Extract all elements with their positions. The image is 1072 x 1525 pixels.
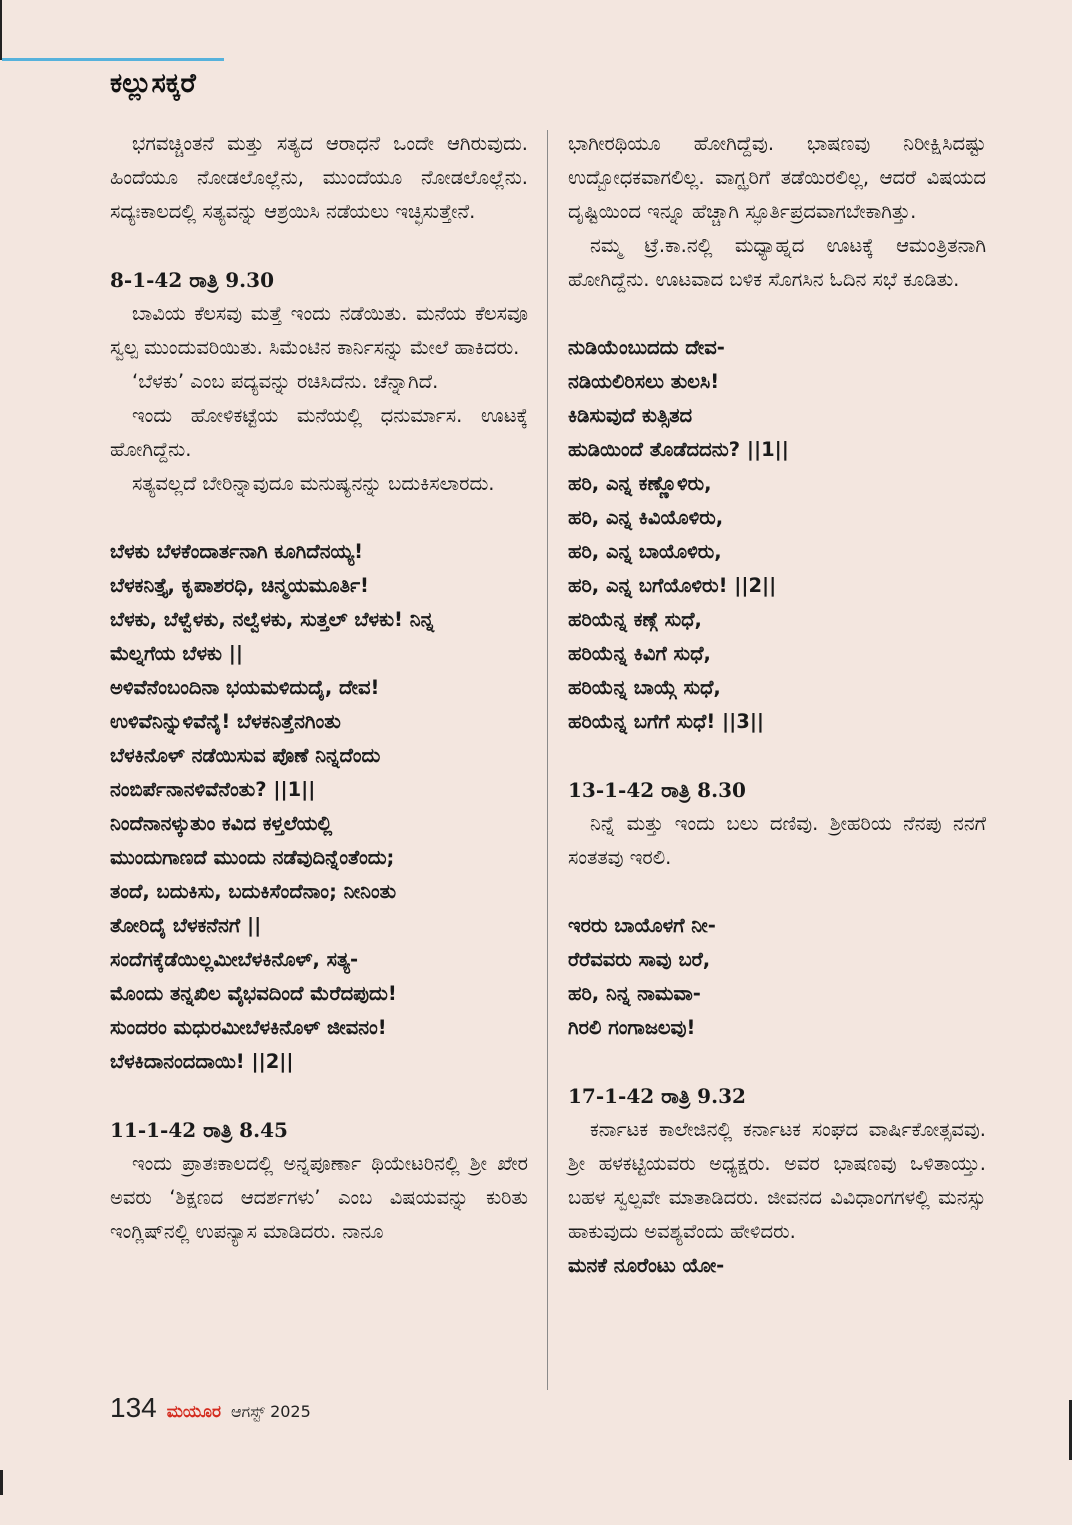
page-number: 134 — [110, 1392, 157, 1423]
poem-irarubayolage — [568, 909, 986, 1045]
diary-date: 13-1-42 ರಾತ್ರಿ 8.30 — [568, 778, 746, 802]
verse-line: ನಡಿಯಲಿರಿಸಲು ತುಲಸಿ! — [568, 370, 720, 393]
diary-date: 11-1-42 ರಾತ್ರಿ 8.45 — [110, 1118, 288, 1142]
verse-line: ಹರಿಯೆನ್ನ ಬಗೆಗೆ ಸುಧೆ! ||3|| — [568, 710, 765, 733]
verse-line: ಬೆಳಕಿದಾನಂದದಾಯಿ! ||2|| — [110, 1050, 294, 1073]
verse-line: ಸುಂದರಂ ಮಧುರಮೀಬೆಳಕಿನೊಳ್ ಜೀವನಂ! — [110, 1016, 387, 1039]
verse-line: ಬೆಳಕನಿತ್ತೈ, ಕೃಪಾಶರಧಿ, ಚಿನ್ಮಯಮೂರ್ತಿ! — [110, 574, 369, 597]
verse-line: ಮೊಂದು ತನ್ನಖಿಲ ವೈಭವದಿಂದೆ ಮೆರೆದಪುದು! — [110, 982, 397, 1005]
paragraph: ನಮ್ಮ ಟ್ರೆ.ಕಾ.ನಲ್ಲಿ ಮಧ್ಯಾಹ್ನದ ಊಟಕ್ಕೆ ಆಮಂತ್ರಿತನಾಗಿ ಹೋಗಿದ್ದೆನು. ಊಟವಾದ ಬಳಿಕ ಸೊಗಸಿನ ಓದಿನ ಸಭೆ ಕೂಡಿತು. — [568, 234, 986, 291]
column-divider — [547, 130, 548, 1390]
right-column — [568, 127, 986, 1283]
diary-date: 17-1-42 ರಾತ್ರಿ 9.32 — [568, 1084, 746, 1108]
verse-line: ಕಿಡಿಸುವುದೆ ಕುತ್ಸಿತದ — [568, 404, 693, 427]
verse-line: ಇರರು ಬಾಯೊಳಗೆ ನೀ- — [568, 914, 716, 937]
crop-mark-left — [0, 1470, 3, 1495]
verse-line: ತೋರಿದೈ ಬೆಳಕನೆನಗೆ || — [110, 914, 262, 937]
verse-line: ಸಂದೆಗಕ್ಕೆಡೆಯಿಲ್ಲಮೀಬೆಳಕಿನೊಳ್, ಸತ್ಯ- — [110, 948, 359, 971]
section-title: ಕಲ್ಲುಸಕ್ಕರೆ — [110, 68, 196, 99]
verse-line: ಬೆಳಕು, ಬೆಳ್ವೆಳಕು, ನಲ್ವೆಳಕು, ಸುತ್ತಲ್ ಬೆಳಕು! ನಿನ್ನ — [110, 608, 435, 631]
verse-line: ಅಳಿವೆನೆಂಬಂದಿನಾ ಭಯಮಳಿದುದೈ, ದೇವ! — [110, 676, 380, 699]
verse-line: ಹರಿ, ನಿನ್ನ ನಾಮವಾ- — [568, 982, 701, 1005]
poem-belaku — [110, 535, 528, 1079]
verse-line: ಗಿರಲಿ ಗಂಗಾಜಲವು! — [568, 1016, 696, 1039]
verse-line: ಹರಿ, ಎನ್ನ ಕಿವಿಯೊಳಿರು, — [568, 506, 724, 529]
paragraph: ಇಂದು ಹೋಳಿಕಟ್ಟೆಯ ಮನೆಯಲ್ಲಿ ಧನುರ್ಮಾಸ. ಊಟಕ್ಕೆ ಹೋಗಿದ್ದೆನು. — [110, 404, 528, 461]
verse-line: ಹರಿಯೆನ್ನ ಕಿವಿಗೆ ಸುಧೆ, — [568, 642, 711, 665]
verse-line: ಮುಂದುಗಾಣದೆ ಮುಂದು ನಡೆವುದಿನ್ನೆಂತೆಂದು; — [110, 846, 395, 869]
paragraph: ನಿನ್ನೆ ಮತ್ತು ಇಂದು ಬಲು ದಣಿವು. ಶ್ರೀಹರಿಯ ನೆನಪು ನನಗೆ ಸಂತತವು ಇರಲಿ. — [568, 812, 986, 869]
verse-line: ನಂಬಿರ್ಪೆನಾನಳಿವೆನೆಂತು? ||1|| — [110, 778, 316, 801]
paragraph: ಭಗವಚ್ಚಿಂತನೆ ಮತ್ತು ಸತ್ಯದ ಆರಾಧನೆ ಒಂದೇ ಆಗಿರುವುದು. ಹಿಂದೆಯೂ ನೋಡಲೊಲ್ಲೆನು, ಮುಂದೆಯೂ ನೋಡಲೊಲ್ಲೆನು. ಸದ್ಯಃಕಾಲದಲ್ಲಿ ಸತ್ಯವನ್ನು ಆಶ್ರಯಿಸಿ ನಡೆಯಲು ಇಚ್ಛಿಸುತ್ತೇನೆ. — [110, 132, 528, 223]
verse-line: ಬೆಳಕಿನೊಳ್ ನಡೆಯಿಸುವ ಪೊಣೆ ನಿನ್ನದೆಂದು — [110, 744, 381, 767]
diary-date: 8-1-42 ರಾತ್ರಿ 9.30 — [110, 268, 274, 292]
paragraph: ‘ಬೆಳಕು’ ಎಂಬ ಪದ್ಯವನ್ನು ರಚಿಸಿದೆನು. ಚೆನ್ನಾಗಿದೆ. — [132, 370, 439, 393]
verse-line: ಮನಕೆ ನೂರೆಂಟು ಯೋ- — [568, 1254, 725, 1277]
poem-manake — [568, 1249, 986, 1283]
section-title-bar — [2, 58, 224, 61]
paragraph: ಬಾವಿಯ ಕೆಲಸವು ಮತ್ತೆ ಇಂದು ನಡೆಯಿತು. ಮನೆಯ ಕೆಲಸವೂ ಸ್ವಲ್ಪ ಮುಂದುವರಿಯಿತು. ಸಿಮೆಂಟಿನ ಕಾರ್ನಿಸನ್ನು ಮೇಲೆ ಹಾಕಿದರು. — [110, 302, 528, 359]
verse-line: ಉಳಿವೆನಿನ್ನುಳಿವೆನೈ! ಬೆಳಕನಿತ್ತೆನಗಿಂತು — [110, 710, 341, 733]
verse-line: ಹರಿಯೆನ್ನ ಕಣ್ಗೆ ಸುಧೆ, — [568, 608, 702, 631]
verse-line: ತಂದೆ, ಬದುಕಿಸು, ಬದುಕಿಸೆಂದೆನಾಂ; ನೀನಿಂತು — [110, 880, 397, 903]
verse-line: ಹರಿಯೆನ್ನ ಬಾಯ್ಗೆ ಸುಧೆ, — [568, 676, 721, 699]
paragraph: ಇಂದು ಪ್ರಾತಃಕಾಲದಲ್ಲಿ ಅನ್ನಪೂರ್ಣಾ ಥಿಯೇಟರಿನಲ್ಲಿ ಶ್ರೀ ಖೇರ ಅವರು ‘ಶಿಕ್ಷಣದ ಆದರ್ಶಗಳು’ ಎಂಬ ವಿಷಯವನ್ನು ಕುರಿತು ಇಂಗ್ಲಿಷ್‌ನಲ್ಲಿ ಉಪನ್ಯಾಸ ಮಾಡಿದರು. ನಾನೂ — [110, 1152, 528, 1243]
paragraph: ಕರ್ನಾಟಕ ಕಾಲೇಜಿನಲ್ಲಿ ಕರ್ನಾಟಕ ಸಂಘದ ವಾರ್ಷಿಕೋತ್ಸವವು. ಶ್ರೀ ಹಳಕಟ್ಟಿಯವರು ಅಧ್ಯಕ್ಷರು. ಅವರ ಭಾಷಣವು ಒಳಿತಾಯ್ತು. ಬಹಳ ಸ್ವಲ್ಪವೇ ಮಾತಾಡಿದರು. ಜೀವನದ ವಿವಿಧಾಂಗಗಳಲ್ಲಿ ಮನಸ್ಸು ಹಾಕುವುದು ಅವಶ್ಯವೆಂದು ಹೇಳಿದರು. — [568, 1118, 986, 1243]
crop-mark-top-left — [0, 0, 2, 60]
page-footer — [110, 1392, 311, 1424]
issue-date: ಆಗಸ್ಟ್ 2025 — [230, 1402, 311, 1421]
verse-line: ಹರಿ, ಎನ್ನ ಬಾಯೊಳಿರು, — [568, 540, 722, 563]
verse-line: ನಿಂದೆನಾನಳ್ಕುತುಂ ಕವಿದ ಕಳ್ತಲೆಯಲ್ಲಿ — [110, 812, 333, 835]
verse-line: ಹರಿ, ಎನ್ನ ಬಗೆಯೊಳಿರು! ||2|| — [568, 574, 777, 597]
magazine-logo: ಮಯೂರ — [166, 1402, 221, 1422]
poem-nudi — [568, 331, 986, 739]
verse-line: ರೆರೆವವರು ಸಾವು ಬರೆ, — [568, 948, 711, 971]
verse-line: ಹರಿ, ಎನ್ನ ಕಣ್ಣೊಳಿರು, — [568, 472, 712, 495]
verse-line: ನುಡಿಯೆಂಬುದದು ದೇವ- — [568, 336, 725, 359]
verse-line: ಬೆಳಕು ಬೆಳಕೆಂದಾರ್ತನಾಗಿ ಕೂಗಿದೆನಯ್ಯ! — [110, 540, 363, 563]
verse-line: ಹುಡಿಯಿಂದೆ ತೊಡೆದದನು? ||1|| — [568, 438, 789, 461]
left-column — [110, 127, 528, 1249]
paragraph: ಭಾಗೀರಥಿಯೂ ಹೋಗಿದ್ದೆವು. ಭಾಷಣವು ನಿರೀಕ್ಷಿಸಿದಷ್ಟು ಉದ್ಬೋಧಕವಾಗಲಿಲ್ಲ. ವಾಗ್ಝರಿಗೆ ತಡೆಯಿರಲಿಲ್ಲ, ಆದರೆ ವಿಷಯದ ದೃಷ್ಟಿಯಿಂದ ಇನ್ನೂ ಹೆಚ್ಚಾಗಿ ಸ್ಫೂರ್ತಿಪ್ರದವಾಗಬೇಕಾಗಿತ್ತು. — [568, 132, 986, 223]
paragraph: ಸತ್ಯವಲ್ಲದೆ ಬೇರಿನ್ನಾವುದೂ ಮನುಷ್ಯನನ್ನು ಬದುಕಿಸಲಾರದು. — [132, 472, 495, 495]
verse-line: ಮೆಲ್ನಗೆಯ ಬೆಳಕು || — [110, 642, 244, 665]
